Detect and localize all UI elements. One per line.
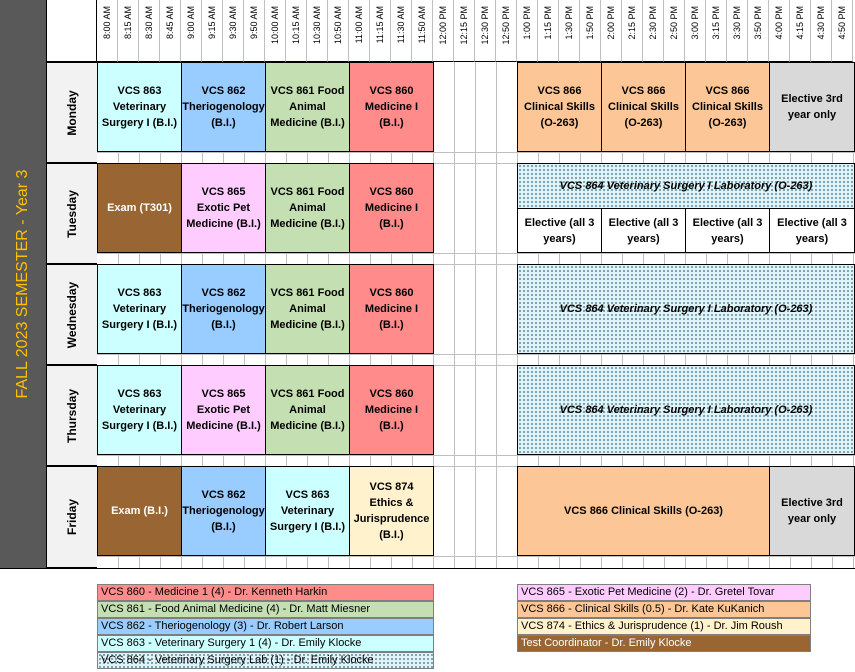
- class-block: VCS 863 Veterinary Surgery I (B.I.): [265, 466, 350, 556]
- time-slot-header: [769, 0, 790, 62]
- legend-item: VCS 865 - Exotic Pet Medicine (2) - Dr. Gretel Tovar: [517, 584, 811, 601]
- time-slot-header: [97, 0, 118, 62]
- time-slot-header: [580, 0, 601, 62]
- time-slot-label: 1:30 PM: [564, 6, 574, 40]
- time-slot-label: 8:30 AM: [144, 6, 154, 40]
- class-block: Exam (B.I.): [97, 466, 182, 556]
- grid-row-line: [97, 354, 855, 355]
- time-slot-header: [538, 0, 559, 62]
- legend-item: VCS 864 - Veterinary Surgery Lab (1) - Dr. Emily Klocke: [97, 652, 434, 669]
- class-block: VCS 866 Clinical Skills (O-263): [685, 62, 770, 152]
- day-friday: [46, 466, 97, 568]
- time-slot-label: 1:00 PM: [522, 6, 532, 40]
- time-slot-header: [286, 0, 307, 62]
- time-slot-header: [643, 0, 664, 62]
- time-slot-header: [664, 0, 685, 62]
- class-block: Elective (all 3 years): [601, 208, 686, 253]
- time-slot-label: 9:50 AM: [249, 6, 259, 40]
- time-slot-label: 8:15 AM: [123, 6, 133, 40]
- class-block: VCS 862 Theriogenology (B.I.): [181, 264, 266, 354]
- time-slot-label: 4:15 PM: [795, 6, 805, 40]
- time-slot-header: [412, 0, 433, 62]
- class-block: VCS 860 Medicine I (B.I.): [349, 163, 434, 253]
- class-block: VCS 860 Medicine I (B.I.): [349, 365, 434, 455]
- time-slot-header: [832, 0, 853, 62]
- legend-item: VCS 862 - Theriogenology (3) - Dr. Robert Larson: [97, 618, 434, 635]
- time-slot-header: [181, 0, 202, 62]
- time-slot-label: 10:30 AM: [312, 6, 322, 45]
- time-slot-header: [391, 0, 412, 62]
- time-slot-header: [601, 0, 622, 62]
- class-block: VCS 864 Veterinary Surgery I Laboratory (O-263): [517, 365, 855, 455]
- time-slot-header: [706, 0, 727, 62]
- time-slot-header: [496, 0, 517, 62]
- class-block: VCS 874 Ethics & Jurisprudence (B.I.): [349, 466, 434, 556]
- class-block: VCS 865 Exotic Pet Medicine (B.I.): [181, 163, 266, 253]
- day-tuesday: [46, 163, 97, 264]
- header-corner: [46, 0, 97, 62]
- class-block: Elective 3rd year only: [769, 466, 855, 556]
- time-slot-label: 11:30 AM: [396, 6, 406, 44]
- class-block: VCS 864 Veterinary Surgery I Laboratory (O-263): [517, 264, 855, 354]
- time-slot-label: 4:50 PM: [837, 6, 847, 40]
- time-slot-label: 11:15 AM: [375, 6, 385, 44]
- time-slot-label: 12:50 PM: [501, 6, 511, 45]
- time-slot-label: 10:00 AM: [270, 6, 280, 45]
- day-label: Thursday: [65, 388, 79, 443]
- class-block: Elective 3rd year only: [769, 62, 855, 152]
- class-block: VCS 863 Veterinary Surgery I (B.I.): [97, 365, 182, 455]
- time-slot-label: 3:00 PM: [690, 6, 700, 40]
- legend-item: VCS 863 - Veterinary Surgery 1 (4) - Dr. Emily Klocke: [97, 635, 434, 652]
- time-slot-label: 3:15 PM: [711, 6, 721, 40]
- class-block: VCS 866 Clinical Skills (O-263): [517, 62, 602, 152]
- legend-item: VCS 861 - Food Animal Medicine (4) - Dr. Matt Miesner: [97, 601, 434, 618]
- time-slot-label: 12:15 PM: [459, 6, 469, 45]
- time-slot-label: 3:30 PM: [732, 6, 742, 40]
- legend-item: Test Coordinator - Dr. Emily Klocke: [517, 635, 811, 652]
- legend-item: VCS 860 - Medicine 1 (4) - Dr. Kenneth Harkin: [97, 584, 434, 601]
- time-slot-header: [118, 0, 139, 62]
- class-block: VCS 866 Clinical Skills (O-263): [517, 466, 770, 556]
- time-slot-label: 2:30 PM: [648, 6, 658, 40]
- semester-banner: [0, 0, 46, 568]
- grid-column-line: [475, 62, 476, 568]
- time-slot-header: [223, 0, 244, 62]
- class-block: VCS 861 Food Animal Medicine (B.I.): [265, 163, 350, 253]
- time-slot-label: 8:45 AM: [165, 6, 175, 40]
- class-block: VCS 865 Exotic Pet Medicine (B.I.): [181, 365, 266, 455]
- grid-row-line: [97, 152, 855, 153]
- time-slot-label: 1:15 PM: [543, 6, 553, 40]
- class-block: VCS 866 Clinical Skills (O-263): [601, 62, 686, 152]
- time-slot-label: 11:00 AM: [354, 6, 364, 44]
- day-label: Monday: [65, 89, 79, 136]
- day-thursday: [46, 365, 97, 466]
- class-block: VCS 863 Veterinary Surgery I (B.I.): [97, 62, 182, 152]
- time-slot-label: 1:50 PM: [585, 6, 595, 40]
- time-slot-label: 12:30 PM: [480, 6, 490, 45]
- time-slot-header: [328, 0, 349, 62]
- class-block: Elective (all 3 years): [517, 208, 602, 253]
- time-slot-header: [370, 0, 391, 62]
- time-slot-label: 9:30 AM: [228, 6, 238, 40]
- time-slot-header: [244, 0, 265, 62]
- time-slot-label: 10:15 AM: [291, 6, 301, 45]
- day-wednesday: [46, 264, 97, 365]
- time-slot-label: 4:30 PM: [816, 6, 826, 40]
- semester-title: FALL 2023 SEMESTER - Year 3: [14, 169, 31, 399]
- time-slot-header: [139, 0, 160, 62]
- day-monday: [46, 62, 97, 163]
- time-slot-label: 2:50 PM: [669, 6, 679, 40]
- time-slot-label: 9:00 AM: [186, 6, 196, 40]
- time-slot-header: [265, 0, 286, 62]
- class-block: VCS 863 Veterinary Surgery I (B.I.): [97, 264, 182, 354]
- time-slot-header: [748, 0, 769, 62]
- time-slot-label: 10:50 AM: [333, 6, 343, 45]
- time-slot-label: 8:00 AM: [102, 6, 112, 40]
- time-slot-label: 9:15 AM: [207, 6, 217, 40]
- time-slot-header: [307, 0, 328, 62]
- time-slot-header: [727, 0, 748, 62]
- time-slot-header: [454, 0, 475, 62]
- time-slot-header: [475, 0, 496, 62]
- class-block: VCS 862 Theriogenology (B.I.): [181, 466, 266, 556]
- day-label: Wednesday: [65, 281, 79, 348]
- time-slot-header: [790, 0, 811, 62]
- class-block: VCS 861 Food Animal Medicine (B.I.): [265, 365, 350, 455]
- time-slot-header: [160, 0, 181, 62]
- time-slot-header: [202, 0, 223, 62]
- grid-column-line: [454, 62, 455, 568]
- class-block: VCS 860 Medicine I (B.I.): [349, 264, 434, 354]
- legend-item: VCS 866 - Clinical Skills (0.5) - Dr. Kate KuKanich: [517, 601, 811, 618]
- time-slot-header: [811, 0, 832, 62]
- legend-item: VCS 874 - Ethics & Jurisprudence (1) - Dr. Jim Roush: [517, 618, 811, 635]
- time-slot-header: [685, 0, 706, 62]
- class-block: VCS 864 Veterinary Surgery I Laboratory (O-263): [517, 163, 855, 209]
- day-label: Friday: [65, 498, 79, 536]
- class-block: Elective (all 3 years): [685, 208, 770, 253]
- day-label: Tuesday: [65, 189, 79, 238]
- class-block: Exam (T301): [97, 163, 182, 253]
- time-slot-label: 4:00 PM: [774, 6, 784, 40]
- time-slot-header: [622, 0, 643, 62]
- class-block: VCS 862 Theriogenology (B.I.): [181, 62, 266, 152]
- grid-row-line: [97, 253, 855, 254]
- grid-row-line: [97, 455, 855, 456]
- time-slot-label: 11:50 AM: [417, 6, 427, 44]
- grid-bottom-border: [0, 568, 855, 569]
- grid-column-line: [496, 62, 497, 568]
- time-slot-label: 2:00 PM: [606, 6, 616, 40]
- time-slot-label: 2:15 PM: [627, 6, 637, 40]
- time-slot-label: 3:50 PM: [753, 6, 763, 40]
- grid-row-line: [97, 556, 855, 557]
- class-block: Elective (all 3 years): [769, 208, 855, 253]
- time-slot-header: [517, 0, 538, 62]
- class-block: VCS 861 Food Animal Medicine (B.I.): [265, 62, 350, 152]
- class-block: VCS 860 Medicine I (B.I.): [349, 62, 434, 152]
- time-slot-header: [559, 0, 580, 62]
- class-block: VCS 861 Food Animal Medicine (B.I.): [265, 264, 350, 354]
- time-slot-label: 12:00 PM: [438, 6, 448, 45]
- time-slot-header: [433, 0, 454, 62]
- time-slot-header: [349, 0, 370, 62]
